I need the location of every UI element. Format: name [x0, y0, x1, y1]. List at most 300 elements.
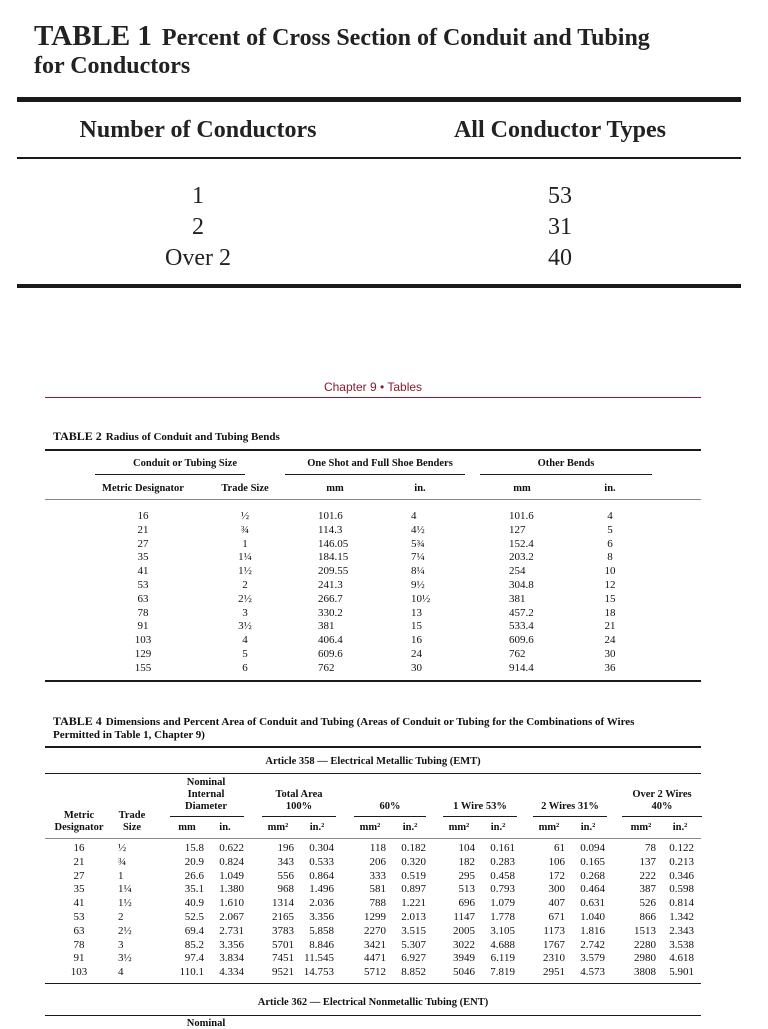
table-cell: 4 — [411, 510, 417, 522]
table-cell: 53 — [548, 183, 572, 209]
table-cell: 1.778 — [490, 911, 515, 923]
table-cell: 1.040 — [580, 911, 605, 923]
table1-bottom-rule — [17, 284, 741, 288]
table-cell: 0.165 — [580, 855, 605, 868]
table-cell: 5¾ — [411, 537, 425, 550]
table-cell: 106 — [548, 855, 565, 868]
table-cell: 556 — [277, 869, 294, 882]
table2-title-text: Radius of Conduit and Tubing Bends — [105, 431, 280, 443]
table-cell: 3421 — [364, 938, 386, 951]
table-cell: 1.221 — [401, 897, 426, 910]
table-cell: 146.05 — [318, 537, 349, 550]
table-cell: 4.618 — [669, 952, 694, 965]
table4-unit-mm2: mm² — [448, 822, 470, 833]
table-cell: ½ — [118, 842, 127, 854]
table-cell: 5.901 — [669, 966, 694, 979]
table-cell: 457.2 — [509, 606, 534, 619]
table-cell: 1513 — [634, 924, 656, 937]
table-cell: 0.631 — [580, 897, 605, 910]
table-cell: 5046 — [453, 966, 475, 979]
table-cell: 3783 — [272, 924, 294, 937]
table-cell: 103 — [70, 966, 88, 979]
table-cell: 4471 — [364, 952, 386, 965]
table1-title-line2: for Conductors — [34, 53, 191, 79]
table-cell: 1½ — [238, 565, 252, 578]
table2-group-benders: One Shot and Full Shoe Benders — [307, 458, 453, 469]
table4-group-rule — [533, 816, 607, 817]
table-cell: 63 — [73, 924, 85, 937]
table-cell: 1173 — [543, 924, 565, 937]
table-cell: 3.356 — [219, 938, 244, 951]
table4-group-total — [262, 789, 336, 813]
table4-group-nominal — [168, 777, 244, 813]
table-row — [0, 579, 768, 592]
table-cell: 4 — [607, 510, 613, 522]
table-cell: 5 — [242, 648, 248, 660]
table-row — [0, 842, 768, 855]
table4-unit-in: in. — [219, 822, 231, 833]
table-cell: 206 — [369, 855, 386, 868]
table-cell: 381 — [509, 592, 526, 605]
table-cell: 13 — [411, 606, 422, 619]
table-cell: 5 — [607, 523, 613, 536]
table2-group-rule — [480, 474, 652, 475]
table-cell: 2 — [242, 579, 248, 591]
table-cell: 0.268 — [580, 869, 605, 882]
table-cell: 35.1 — [184, 883, 204, 896]
table-cell: 8¼ — [411, 565, 425, 578]
table-cell: 1.079 — [490, 897, 515, 910]
table-row — [0, 565, 768, 578]
table-cell: 222 — [639, 869, 656, 882]
table-cell: 2980 — [634, 952, 656, 965]
table-cell: 91 — [73, 952, 85, 965]
table-cell: 609.6 — [509, 634, 534, 647]
table-cell: 35 — [137, 551, 149, 564]
table-cell: 69.4 — [184, 924, 204, 937]
table-cell: 533.4 — [509, 620, 534, 633]
table4-article-ent: Article 362 — Electrical Nonmetallic Tubing (ENT) — [257, 997, 489, 1008]
table-cell: 10½ — [411, 592, 431, 605]
table-cell: 2280 — [634, 938, 656, 951]
table-cell: ¾ — [240, 523, 250, 536]
table-cell: 104 — [458, 842, 475, 854]
table2-col-metric: Metric Designator — [102, 483, 184, 494]
table1-top-rule — [17, 97, 741, 102]
table-cell: 30 — [411, 661, 422, 674]
table-row — [0, 897, 768, 910]
table-cell: 3.579 — [580, 952, 605, 965]
table1-number: TABLE 1 — [34, 20, 152, 52]
table-cell: 2.731 — [219, 924, 244, 937]
table4-unit-mm2: mm² — [267, 822, 289, 833]
table-row — [0, 870, 768, 883]
table4-group-nominal-line1: Nominal — [186, 777, 226, 788]
table-row — [0, 510, 768, 523]
table4-unit-mm2: mm² — [538, 822, 560, 833]
table2-col-mm: mm — [326, 483, 344, 494]
table1-header-conductors: Number of Conductors — [79, 117, 317, 143]
table-cell: 3808 — [634, 966, 656, 979]
table4-unit-in2: in.² — [490, 822, 506, 833]
table-cell: 12 — [604, 579, 616, 591]
table4-group-rule — [170, 816, 244, 817]
table-cell: 114.3 — [318, 523, 343, 536]
table4-group-rule — [262, 816, 336, 817]
table-row — [0, 966, 768, 979]
table-row — [0, 662, 768, 675]
chapter-header — [45, 380, 701, 394]
table-cell: 0.458 — [490, 869, 515, 882]
table-cell: 40.9 — [184, 897, 204, 910]
table-cell: 4 — [242, 634, 248, 647]
table-cell: 295 — [458, 869, 475, 882]
table-cell: 30 — [604, 648, 616, 660]
table-cell: 788 — [369, 897, 386, 910]
table-cell: 2165 — [272, 911, 294, 923]
table4-col-trade-line2: Size — [122, 822, 142, 833]
table-cell: 866 — [639, 911, 656, 923]
table4-article-ent-rule — [45, 1015, 701, 1016]
table-cell: 3.538 — [669, 938, 694, 951]
table-cell: 78 — [73, 938, 85, 951]
table-cell: 914.4 — [509, 661, 534, 674]
table-cell: 2½ — [238, 592, 252, 605]
table4-group-1wire: 1 Wire 53% — [453, 801, 507, 812]
table-cell: 63 — [137, 592, 149, 605]
table-cell: 3.356 — [309, 911, 334, 923]
table-row — [0, 620, 768, 633]
table-cell: 4 — [118, 966, 124, 979]
table-cell: 526 — [639, 897, 656, 910]
table2-top-rule — [45, 449, 701, 451]
table-cell: 4.334 — [219, 966, 244, 979]
table-cell: 1.816 — [580, 924, 605, 937]
table-cell: 2.067 — [219, 911, 244, 923]
table-cell: 4.688 — [490, 938, 515, 951]
table-cell: 3.105 — [490, 924, 515, 937]
table-cell: 0.122 — [669, 842, 694, 854]
table4-header-rule — [45, 838, 701, 839]
table-cell: 1 — [242, 537, 248, 550]
table-cell: 26.6 — [184, 869, 204, 882]
table-cell: 0.824 — [219, 855, 244, 868]
table4-unit-in2: in.² — [402, 822, 418, 833]
table-cell: 3 — [118, 938, 124, 951]
table-cell: 7¼ — [411, 551, 425, 564]
table2-col-mm-other: mm — [513, 483, 531, 494]
table-cell: 2.343 — [669, 924, 694, 937]
table4-title-line2: Permitted in Table 1, Chapter 9) — [53, 729, 205, 741]
table4-group-nominal-line3: Diameter — [185, 801, 227, 812]
table-cell: 53 — [73, 911, 85, 923]
table-cell: 110.1 — [179, 966, 204, 979]
table-cell: 16 — [137, 510, 149, 522]
table-cell: 2 — [192, 214, 204, 240]
table-cell: 304.8 — [509, 579, 534, 591]
table-cell: 21 — [73, 855, 85, 868]
table-cell: 85.2 — [184, 938, 204, 951]
table4-group-over2 — [622, 789, 702, 813]
table4-group-rule — [622, 816, 702, 817]
table4-col-metric-line2: Designator — [54, 822, 104, 833]
table-cell: 78 — [645, 842, 656, 854]
table-cell: 0.320 — [401, 855, 426, 868]
table-cell: 3949 — [453, 952, 475, 965]
table-cell: 40 — [548, 245, 572, 271]
table2-col-trade: Trade Size — [221, 483, 269, 494]
table-cell: 203.2 — [509, 551, 534, 564]
table-cell: 3022 — [453, 938, 475, 951]
table-cell: 1.380 — [219, 883, 244, 896]
table-cell: Over 2 — [165, 245, 231, 271]
table4-group-nominal-line2: Internal — [187, 789, 225, 800]
table-row — [0, 939, 768, 952]
table-cell: 671 — [548, 911, 565, 923]
table-cell: 5701 — [272, 938, 294, 951]
table-cell: 2.742 — [580, 938, 605, 951]
table1-header-types: All Conductor Types — [453, 117, 667, 143]
table-cell: 41 — [137, 565, 149, 578]
table2-group-rule — [285, 474, 465, 475]
table-row — [0, 538, 768, 551]
table-cell: 333 — [369, 869, 386, 882]
table4-top-rule — [45, 746, 701, 748]
table4-group-rule — [354, 816, 426, 817]
table-cell: 15 — [604, 592, 616, 605]
table-cell: 27 — [73, 869, 85, 882]
table-row — [0, 925, 768, 938]
table-cell: 381 — [318, 620, 335, 633]
table-row — [0, 593, 768, 606]
table-cell: 103 — [134, 634, 152, 647]
table-row — [0, 524, 768, 537]
table-cell: 1.496 — [309, 883, 334, 896]
table4-group-total-line2: 100% — [285, 801, 313, 812]
table-cell: 406.4 — [318, 634, 343, 647]
table-cell: 266.7 — [318, 592, 343, 605]
table-cell: 18 — [604, 606, 616, 619]
table-cell: 36 — [604, 661, 616, 674]
table-cell: 184.15 — [318, 551, 349, 564]
table-cell: 97.4 — [184, 952, 204, 965]
table-cell: 4.573 — [580, 966, 605, 979]
table-cell: 0.304 — [309, 842, 334, 854]
table-cell: 11.545 — [304, 952, 334, 965]
table-cell: 2270 — [364, 924, 386, 937]
table-cell: 14.753 — [303, 966, 334, 979]
table-cell: 5.307 — [401, 938, 426, 951]
table-cell: 0.213 — [669, 855, 694, 868]
table-cell: 15.8 — [184, 842, 204, 854]
table2-bottom-rule — [45, 680, 701, 682]
table-cell: 0.897 — [401, 883, 426, 896]
table2-col-in: in. — [414, 483, 426, 494]
table-cell: 3 — [242, 606, 248, 619]
table-cell: 52.5 — [184, 911, 204, 923]
table-cell: 2 — [118, 911, 124, 923]
table-cell: 3½ — [238, 620, 252, 633]
table-cell: 8 — [607, 551, 613, 564]
table-row — [0, 607, 768, 620]
chapter-bullet: • — [380, 380, 385, 394]
table-cell: 24 — [604, 634, 616, 647]
table-cell: 21 — [604, 620, 616, 633]
table2-group-rule — [95, 474, 245, 475]
table-cell: 0.464 — [580, 883, 605, 896]
table1-header-rule — [17, 157, 741, 159]
table-cell: 21 — [137, 523, 149, 536]
table2-header-rule — [45, 499, 701, 500]
table-cell: 1¼ — [238, 551, 252, 564]
table-cell: 0.533 — [309, 855, 334, 868]
table-cell: 0.864 — [309, 869, 334, 882]
table4-col-metric-line1: Metric — [63, 810, 95, 821]
table-cell: 61 — [554, 842, 565, 854]
table4-group-over2-line1: Over 2 Wires — [632, 789, 692, 800]
table-cell: 118 — [369, 842, 386, 854]
table-cell: 8.852 — [401, 966, 426, 979]
table-cell: 330.2 — [318, 606, 343, 619]
table-cell: ¾ — [118, 855, 127, 868]
table-cell: 1 — [192, 183, 204, 209]
table-cell: 968 — [277, 883, 294, 896]
table-cell: 16 — [411, 634, 422, 647]
table-cell: 0.622 — [219, 842, 244, 854]
table-cell: 53 — [137, 579, 149, 591]
table-cell: 4½ — [411, 523, 425, 536]
table-cell: 129 — [134, 648, 152, 660]
table-cell: 7451 — [272, 952, 294, 965]
table4-number: TABLE 4 — [53, 714, 102, 728]
table-cell: 0.598 — [669, 883, 694, 896]
table4-unit-mm2: mm² — [630, 822, 652, 833]
table-cell: 300 — [548, 883, 565, 896]
table-cell: 241.3 — [318, 579, 343, 591]
table-row — [0, 952, 768, 965]
table-cell: 35 — [73, 883, 85, 896]
table-cell: 91 — [137, 620, 149, 633]
table-cell: 24 — [411, 648, 422, 660]
table-cell: 9521 — [272, 966, 294, 979]
table-cell: 6.119 — [490, 952, 515, 965]
table-cell: 0.793 — [490, 883, 515, 896]
table4-title — [53, 715, 703, 742]
table-cell: 15 — [411, 620, 422, 633]
table-cell: 101.6 — [318, 510, 343, 522]
table-row — [0, 911, 768, 924]
table-cell: 0.346 — [669, 869, 694, 882]
table4-next-nominal: Nominal — [186, 1018, 226, 1029]
chapter-section: Tables — [387, 380, 423, 394]
table4-bottom-rule — [45, 983, 701, 984]
table4-group-rule — [443, 816, 517, 817]
table-cell: 27 — [137, 537, 149, 550]
table-cell: 5.858 — [309, 924, 334, 937]
table-cell: 0.283 — [490, 855, 515, 868]
table-cell: 609.6 — [318, 648, 343, 660]
table4-unit-in2: in.² — [309, 822, 325, 833]
table-cell: 387 — [639, 883, 656, 896]
table4-unit-mm2: mm² — [359, 822, 381, 833]
table-cell: 137 — [639, 855, 656, 868]
table1-title-text: Percent of Cross Section of Conduit and Tubing — [161, 25, 650, 51]
table-cell: ½ — [240, 510, 250, 522]
table4-article-emt: Article 358 — Electrical Metallic Tubing (EMT) — [265, 756, 481, 767]
table-cell: 1.049 — [219, 869, 244, 882]
table4-group-over2-line2: 40% — [651, 801, 673, 812]
table-cell: 152.4 — [509, 537, 534, 550]
table4-group-2wires: 2 Wires 31% — [541, 801, 599, 812]
table-cell: 209.55 — [318, 565, 349, 578]
table-cell: 1¼ — [118, 883, 132, 896]
table-cell: 581 — [369, 883, 386, 896]
table-cell: 0.161 — [490, 842, 515, 854]
table-cell: 1.610 — [219, 897, 244, 910]
table-cell: 9½ — [411, 579, 425, 591]
table-cell: 1 — [118, 869, 124, 882]
table-cell: 2005 — [453, 924, 475, 937]
table2-group-other: Other Bends — [537, 458, 595, 469]
table-cell: 2.036 — [309, 897, 334, 910]
chapter-rule — [45, 397, 701, 398]
table-cell: 762 — [509, 648, 526, 660]
table-cell: 155 — [134, 661, 152, 674]
table1-title — [34, 22, 724, 80]
table-cell: 172 — [548, 869, 565, 882]
table-row — [0, 856, 768, 869]
table-cell: 1.342 — [669, 911, 694, 923]
table-cell: 3.515 — [401, 924, 426, 937]
table-cell: 343 — [277, 855, 294, 868]
table-cell: 0.182 — [401, 842, 426, 854]
table-cell: 16 — [73, 842, 85, 854]
table4-article-rule — [45, 773, 701, 774]
table-cell: 2½ — [118, 924, 132, 937]
table-cell: 182 — [458, 855, 475, 868]
table-cell: 7.819 — [490, 966, 515, 979]
table-row — [0, 634, 768, 647]
table4-title-text: Dimensions and Percent Area of Conduit and Tubing (Areas of Conduit or Tubing for the Combinations of Wires — [105, 716, 635, 728]
table-cell: 2310 — [543, 952, 565, 965]
table-cell: 762 — [318, 661, 335, 674]
table-cell: 1147 — [453, 911, 475, 923]
table-row — [0, 551, 768, 564]
table-cell: 3½ — [118, 952, 132, 965]
table-cell: 8.846 — [309, 938, 334, 951]
table-cell: 196 — [277, 842, 294, 854]
table-cell: 0.814 — [669, 897, 694, 910]
table-cell: 1767 — [543, 938, 565, 951]
table-cell: 6.927 — [401, 952, 426, 965]
table4-col-trade — [112, 810, 152, 834]
table-cell: 6 — [607, 537, 613, 550]
table-cell: 6 — [242, 661, 248, 674]
table-cell: 2.013 — [401, 911, 426, 923]
table2-group-size: Conduit or Tubing Size — [133, 458, 237, 469]
table-cell: 78 — [137, 606, 149, 619]
table-cell: 5712 — [364, 966, 386, 979]
table4-unit-mm: mm — [178, 822, 196, 833]
table-cell: 1½ — [118, 897, 132, 910]
table-cell: 31 — [548, 214, 572, 240]
table-cell: 696 — [458, 897, 475, 910]
table4-group-total-line1: Total Area — [275, 789, 323, 800]
table-cell: 41 — [73, 897, 85, 910]
table4-col-trade-line1: Trade — [118, 810, 146, 821]
table-cell: 10 — [604, 565, 616, 578]
table-cell: 513 — [458, 883, 475, 896]
